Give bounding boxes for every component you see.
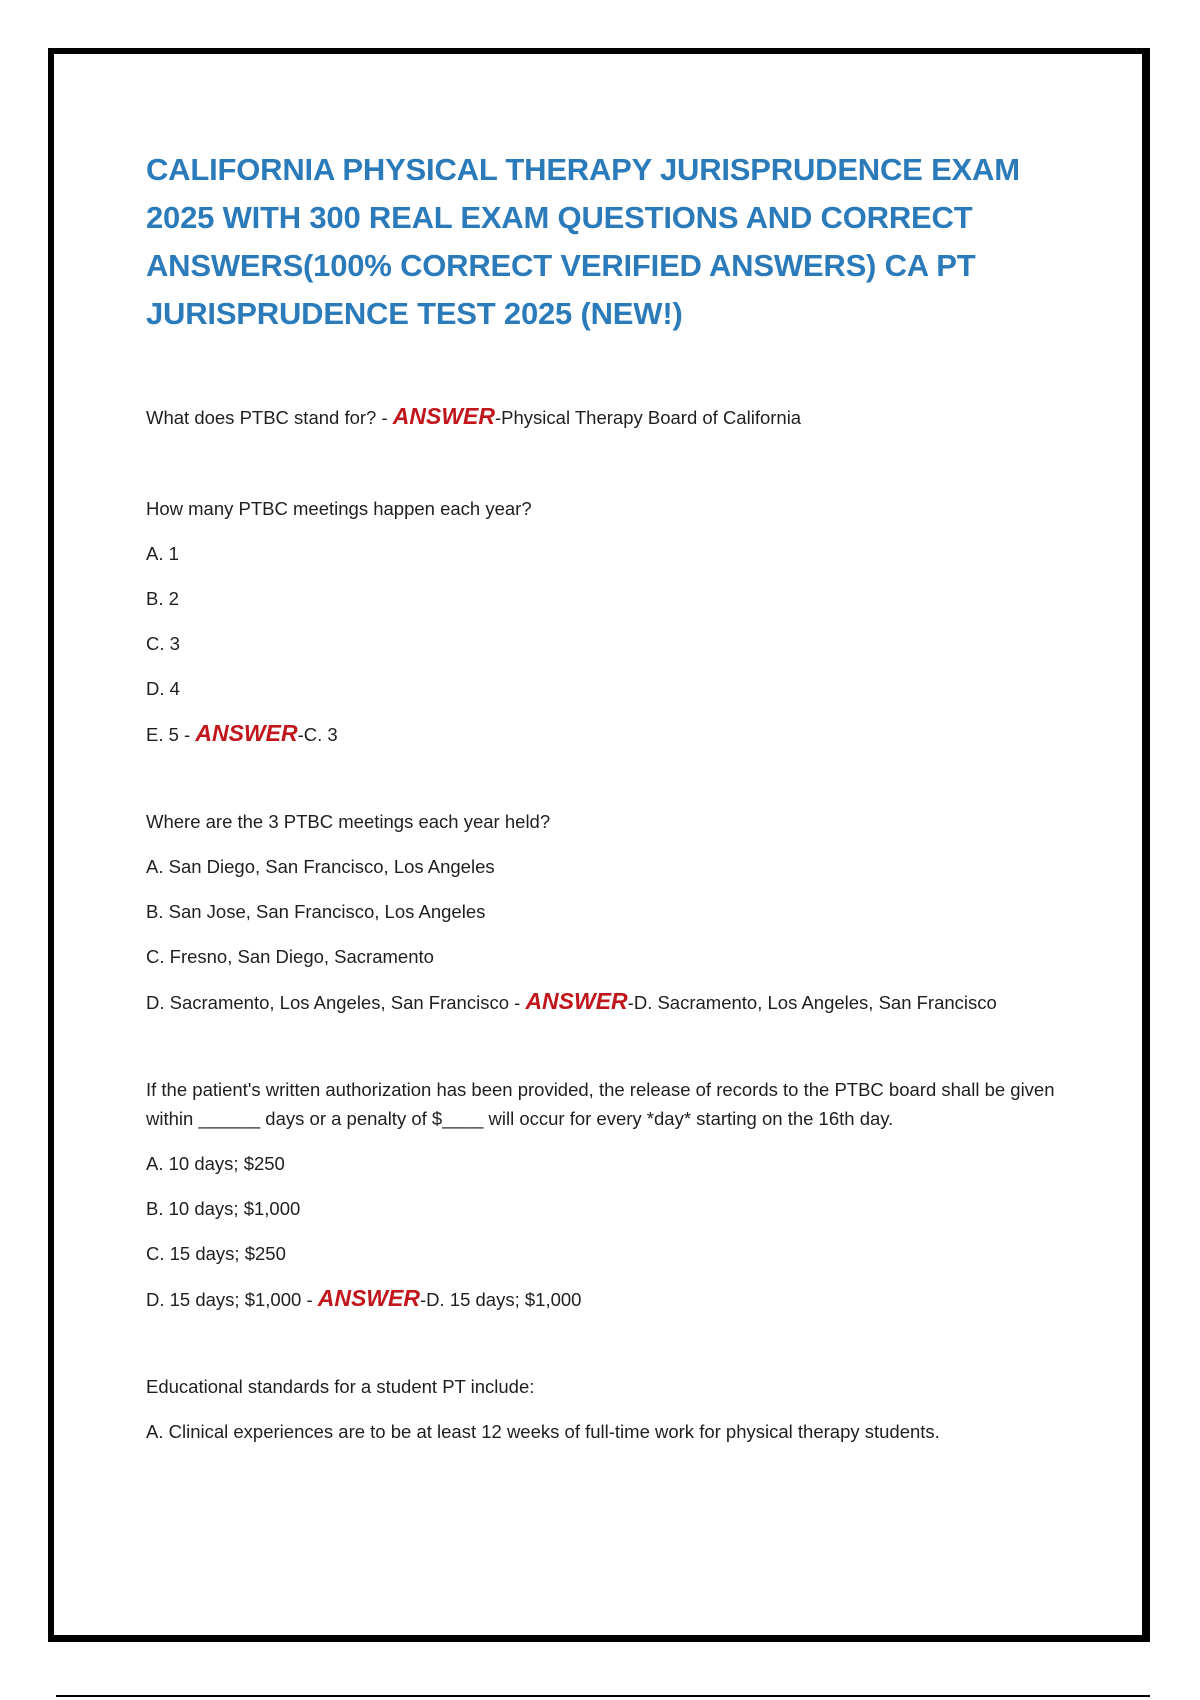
question-4 [146,1075,1066,1314]
answer-label: ANSWER [525,988,628,1014]
question-text [146,402,1066,432]
option: A. San Diego, San Francisco, Los Angeles [146,856,495,877]
document-title: CALIFORNIA PHYSICAL THERAPY JURISPRUDENCE EXAM 2025 WITH 300 REAL EXAM QUESTIONS AND CORRECT ANSWERS(100% CORRECT VERIFIED ANSWERS) CA PT JURISPRUDENCE TEST 2025 (NEW!) [146,152,1020,331]
last-option: D. Sacramento, Los Angeles, San Francisco - [146,992,526,1013]
question-2 [146,494,1066,749]
answer-label: ANSWER [317,1285,420,1311]
option: A. Clinical experiences are to be at least 12 weeks of full-time work for physical therapy students. [146,1421,940,1442]
question-1-answer: -Physical Therapy Board of California [495,407,802,428]
question-5-text: Educational standards for a student PT include: [146,1376,535,1397]
option: C. 15 days; $250 [146,1243,286,1264]
question-2-answer: -C. 3 [297,724,338,745]
last-option: E. 5 - [146,724,196,745]
option-with-answer [146,719,1066,749]
option: B. San Jose, San Francisco, Los Angeles [146,901,486,922]
question-3-text: Where are the 3 PTBC meetings each year held? [146,811,551,832]
option: C. 3 [146,633,180,654]
question-5 [146,1372,1066,1446]
option: B. 2 [146,588,179,609]
answer-label: ANSWER [195,720,298,746]
option: D. 4 [146,678,180,699]
option: C. Fresno, San Diego, Sacramento [146,946,434,967]
question-1-text: What does PTBC stand for? - [146,407,393,428]
question-2-text: How many PTBC meetings happen each year? [146,498,532,519]
question-3 [146,807,1066,1017]
option-with-answer [146,1284,1066,1314]
question-1 [146,402,1066,432]
document-content [146,146,1066,1446]
option-with-answer [146,987,1066,1017]
page-divider [56,1695,1150,1697]
answer-label: ANSWER [392,403,496,429]
question-4-answer: -D. 15 days; $1,000 [419,1289,582,1310]
question-4-text: If the patient's written authorization has been provided, the release of records to the PTBC board shall be given within ______ days or a penalty of $____ will occur for every *day* starting on the 16th day. [146,1079,1055,1129]
option: B. 10 days; $1,000 [146,1198,301,1219]
option: A. 1 [146,543,179,564]
option: A. 10 days; $250 [146,1153,285,1174]
last-option: D. 15 days; $1,000 - [146,1289,318,1310]
question-3-answer: -D. Sacramento, Los Angeles, San Francisco [627,992,997,1013]
